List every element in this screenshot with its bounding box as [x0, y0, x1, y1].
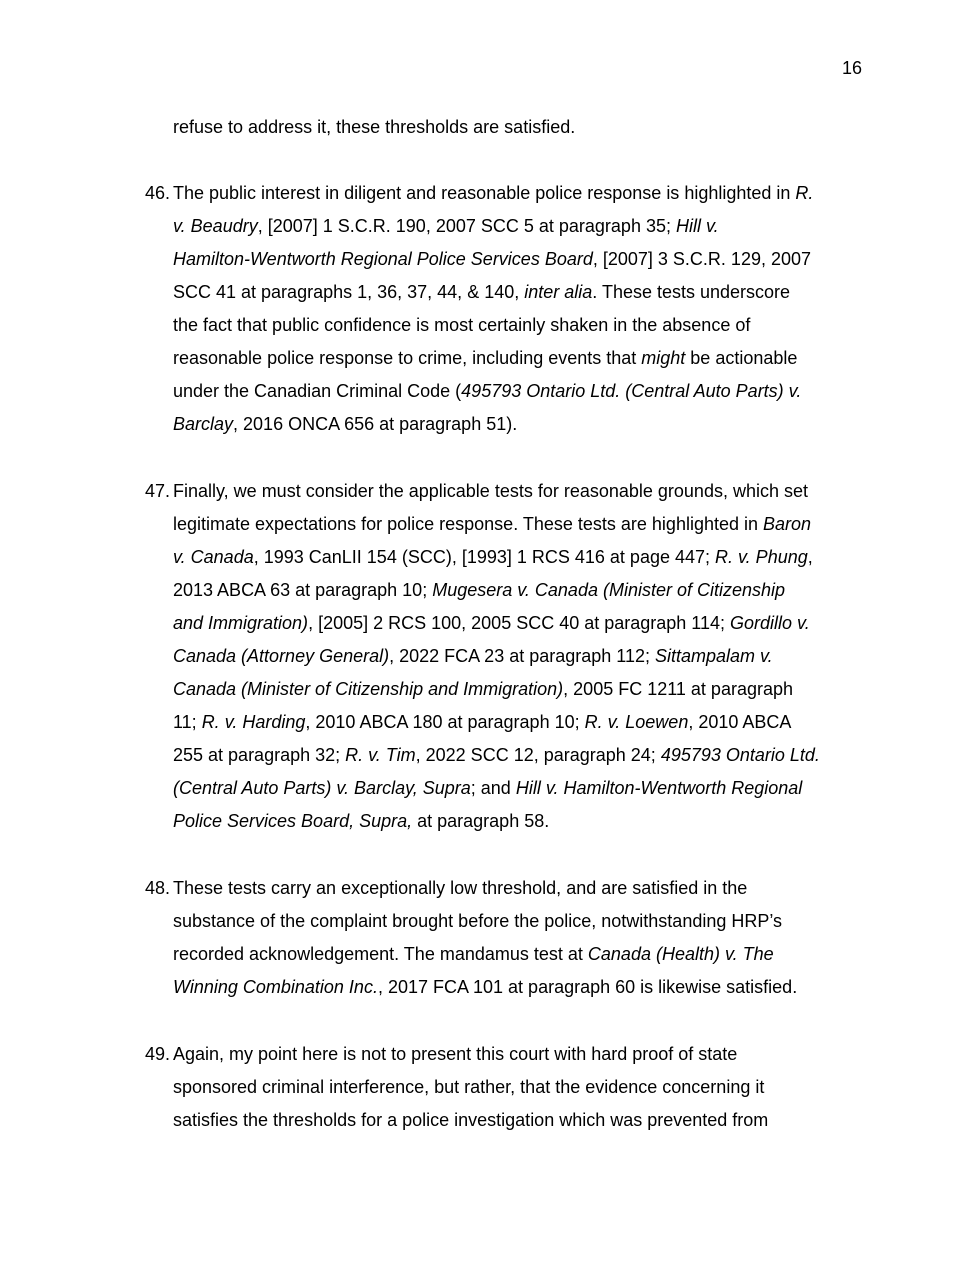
text-run: satisfies the thresholds for a police investigation which was prevented from: [173, 1110, 769, 1130]
case-citation: 495793 Ontario Ltd. (Central Auto Parts) v.: [461, 381, 802, 401]
paragraph-line: [173, 711, 791, 733]
case-citation: 495793 Ontario Ltd.: [660, 745, 820, 765]
paragraph-line: [173, 810, 549, 832]
case-citation: R. v. Phung: [715, 547, 808, 567]
paragraph-line: [173, 281, 790, 303]
paragraph-line: [173, 645, 773, 667]
case-citation: Baron: [763, 514, 812, 534]
paragraph-line: [173, 480, 808, 502]
paragraph-line: [173, 513, 811, 535]
text-run: The public interest in diligent and reasonable police response is highlighted in: [173, 183, 796, 203]
text-run: the fact that public confidence is most certainly shaken in the absence of: [173, 315, 751, 335]
text-run: , 2022 FCA 23 at paragraph 112;: [389, 646, 655, 666]
paragraph-line: [173, 579, 785, 601]
paragraph-number: 46.: [145, 183, 171, 203]
case-citation: Police Services Board, Supra,: [173, 811, 413, 831]
text-run: Finally, we must consider the applicable tests for reasonable grounds, which set: [173, 481, 808, 501]
text-run: , [2007] 3 S.C.R. 129, 2007: [592, 249, 812, 269]
text-run: under the Canadian Criminal Code (: [173, 381, 462, 401]
case-citation: Gordillo v.: [730, 613, 810, 633]
text-run: . These tests underscore: [592, 282, 791, 302]
case-citation: R. v. Loewen: [584, 712, 689, 732]
paragraph-line: [173, 347, 797, 369]
paragraph-line: [173, 678, 793, 700]
case-citation: might: [641, 348, 686, 368]
case-citation: Winning Combination Inc.: [173, 977, 378, 997]
text-run: legitimate expectations for police response. These tests are highlighted in: [173, 514, 764, 534]
case-citation: Canada (Minister of Citizenship and Immigration): [173, 679, 564, 699]
text-run: These tests carry an exceptionally low threshold, and are satisfied in the: [173, 878, 748, 898]
text-run: Again, my point here is not to present this court with hard proof of state: [173, 1044, 738, 1064]
text-run: recorded acknowledgement. The mandamus test at: [173, 944, 588, 964]
text-run: 255 at paragraph 32;: [173, 745, 346, 765]
text-run: , [2007] 1 S.C.R. 190, 2007 SCC 5 at paragraph 35;: [257, 216, 676, 236]
continuation-line: refuse to address it, these thresholds are satisfied.: [173, 117, 576, 137]
text-run: , 2010 ABCA: [688, 712, 792, 732]
case-citation: R. v. Harding: [201, 712, 306, 732]
case-citation: Mugesera v. Canada (Minister of Citizenship: [432, 580, 786, 600]
case-citation: Sittampalam v.: [654, 646, 773, 666]
case-citation: Barclay: [173, 414, 234, 434]
text-run: ; and: [470, 778, 516, 798]
text-run: , 2017 FCA 101 at paragraph 60 is likewise satisfied.: [377, 977, 798, 997]
paragraph-line: [173, 777, 802, 799]
text-run: 2013 ABCA 63 at paragraph 10;: [173, 580, 433, 600]
text-run: ,: [807, 547, 813, 567]
case-citation: inter alia: [524, 282, 593, 302]
text-run: , 2005 FC 1211 at paragraph: [563, 679, 793, 699]
text-run: at paragraph 58.: [412, 811, 550, 831]
text-run: 11;: [173, 712, 202, 732]
text-run: be actionable: [685, 348, 798, 368]
paragraph-line: [173, 314, 750, 336]
paragraph-line: [173, 1109, 768, 1131]
case-citation: Hill v. Hamilton-Wentworth Regional: [515, 778, 803, 798]
paragraph-line: [173, 1076, 764, 1098]
text-run: , 2016 ONCA 656 at paragraph 51).: [233, 414, 518, 434]
text-run: , 2010 ABCA 180 at paragraph 10;: [305, 712, 585, 732]
paragraph-line: [173, 182, 813, 204]
paragraph-line: [173, 1043, 737, 1065]
text-run: reasonable police response to crime, including events that: [173, 348, 642, 368]
paragraph-line: [173, 612, 810, 634]
paragraph-line: [173, 744, 820, 766]
paragraph-line: [173, 546, 813, 568]
paragraph-line: [173, 215, 719, 237]
case-citation: v. Beaudry: [173, 216, 258, 236]
case-citation: R. v. Tim: [345, 745, 416, 765]
paragraph-line: [173, 976, 797, 998]
paragraph-number: 47.: [145, 481, 171, 501]
text-run: substance of the complaint brought before the police, notwithstanding HRP’s: [173, 911, 783, 931]
paragraph-line: [173, 877, 747, 899]
text-run: SCC 41 at paragraphs 1, 36, 37, 44, & 140,: [173, 282, 525, 302]
page-number: 16: [841, 58, 862, 78]
paragraph-number: 48.: [145, 878, 171, 898]
paragraph-line: [173, 380, 801, 402]
case-citation: v. Canada: [173, 547, 254, 567]
paragraph-number: 49.: [145, 1044, 171, 1064]
paragraph-line: [173, 248, 811, 270]
paragraph-line: [173, 413, 517, 435]
case-citation: Hill v.: [675, 216, 719, 236]
case-citation: R.: [795, 183, 814, 203]
case-citation: (Central Auto Parts) v. Barclay, Supra: [173, 778, 471, 798]
case-citation: Canada (Health) v. The: [587, 944, 774, 964]
text-run: , [2005] 2 RCS 100, 2005 SCC 40 at paragraph 114;: [308, 613, 731, 633]
text-run: , 2022 SCC 12, paragraph 24;: [415, 745, 661, 765]
case-citation: and Immigration): [173, 613, 309, 633]
paragraph-line: [173, 943, 774, 965]
text-run: , 1993 CanLII 154 (SCC), [1993] 1 RCS 416 at page 447;: [253, 547, 716, 567]
paragraph-line: [173, 910, 782, 932]
case-citation: Hamilton-Wentworth Regional Police Services Board: [173, 249, 593, 269]
text-run: sponsored criminal interference, but rather, that the evidence concerning it: [173, 1077, 765, 1097]
case-citation: Canada (Attorney General): [173, 646, 390, 666]
